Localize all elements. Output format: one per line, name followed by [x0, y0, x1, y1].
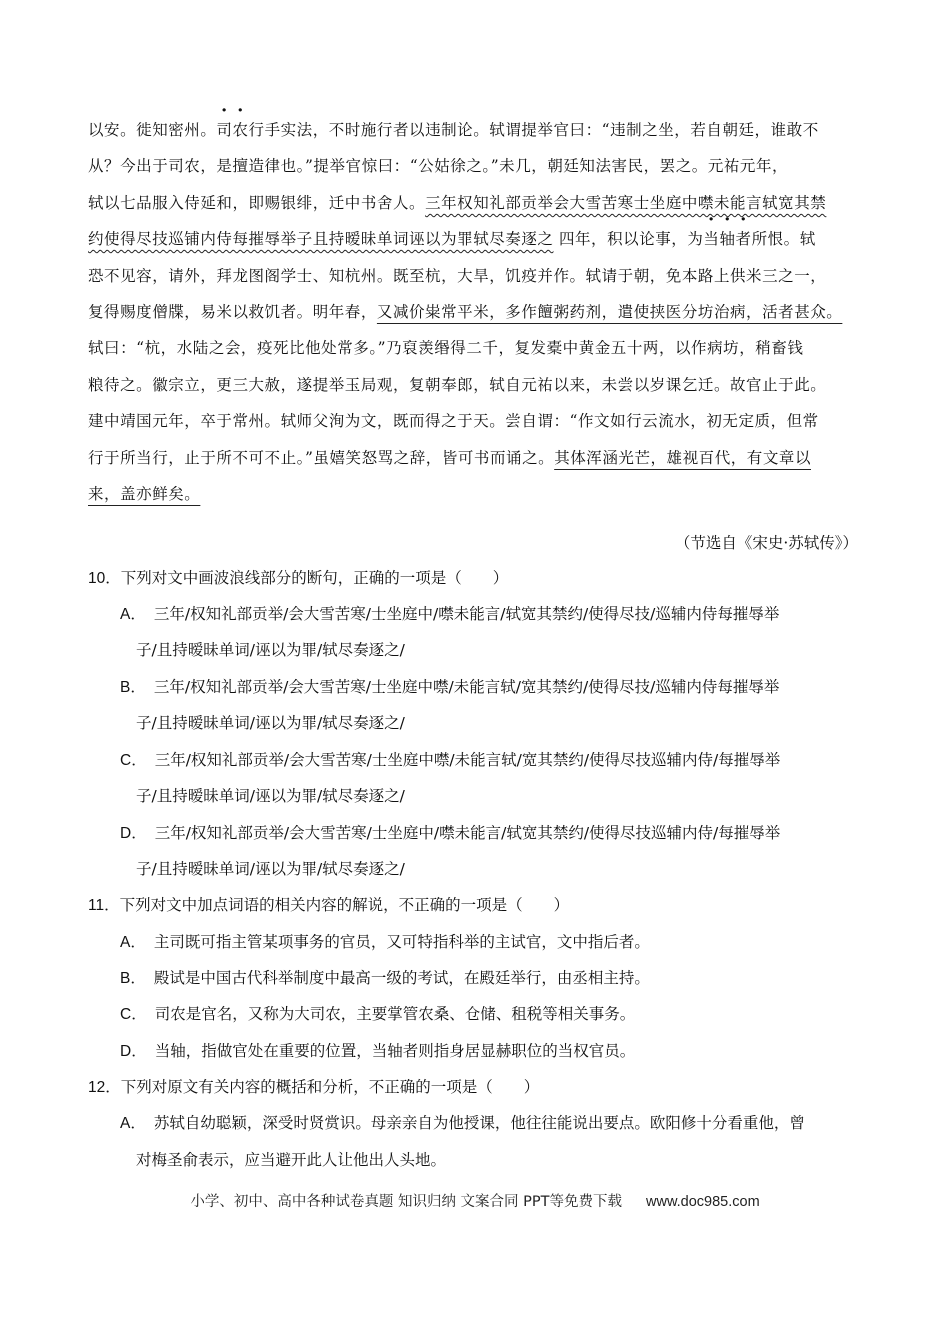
question-10-stem: 10．下列对文中画波浪线部分的断句，正确的一项是（ ）	[88, 569, 509, 587]
emphasis-dot-char: 轴	[719, 230, 736, 249]
footer-url: www.doc985.com	[646, 1194, 760, 1210]
wavy-underlined-text: 三年权知礼部贡举会大雪苦寒士坐庭中噤未能言轼宽其禁	[425, 193, 827, 212]
passage-line: 约使得尽技巡铺内侍每摧辱举子且持暧昧单词诬以为罪轼尽奏逐之 四年，积以论事，为当轴者所恨。轼	[88, 230, 816, 249]
q10-option-d-cont: 子/且持暧昧单词/诬以为罪/轼尽奏逐之/	[136, 860, 405, 878]
q10-option-a-cont: 子/且持暧昧单词/诬以为罪/轼尽奏逐之/	[136, 641, 405, 659]
q11-option-b: B． 殿试是中国古代科举制度中最高一级的考试，在殿廷举行，由丞相主持。	[120, 969, 650, 987]
q10-option-c-cont: 子/且持暧昧单词/诬以为罪/轼尽奏逐之/	[136, 787, 405, 805]
q10-option-b-cont: 子/且持暧昧单词/诬以为罪/轼尽奏逐之/	[136, 714, 405, 732]
passage-line: 恐不见容，请外，拜龙图阁学士、知杭州。既至杭，大旱，饥疫并作。轼请于朝，免本路上供米三之一，	[88, 266, 827, 285]
question-12-stem: 12．下列对原文有关内容的概括和分析，不正确的一项是（ ）	[88, 1078, 540, 1096]
emphasis-dot-char: 者	[735, 230, 752, 249]
passage-line: 粮待之。徽宗立，更三大赦，遂提举玉局观，复朝奉郎，轼自元祐以来，未尝以岁课乞迁。故官止于此。	[88, 375, 827, 394]
passage-line: 轼曰：“杭，水陆之会，疫死比他处常多。”乃裒羡缗得二千，复发橐中黄金五十两，以作病坊，稍畜钱	[88, 339, 804, 358]
q12-option-a: A． 苏轼自幼聪颖，深受时贤赏识。母亲亲自为他授课，他往往能说出要点。欧阳修十分看重他，曾	[120, 1114, 805, 1132]
q10-option-c: C． 三年/权知礼部贡举/会大雪苦寒/士坐庭中噤/未能言轼/宽其禁约/使得尽技巡辅内侍/每摧辱举	[120, 751, 781, 769]
underlined-text: 又减价粜常平米，多作饘粥药剂，遣使挟医分坊治病，活者甚众。	[376, 302, 843, 321]
q11-option-a: A． 主司既可指主管某项事务的官员，又可特指科举的主试官，文中指后者。	[120, 933, 650, 951]
passage-line: 从？今出于司农，是擅造律也。”提举官惊曰：“公姑徐之。”未几，朝廷知法害民，罢之。元祐元年，	[88, 157, 789, 176]
emphasis-dot-char: 司	[216, 121, 233, 139]
underlined-text: 来，盖亦鲜矣。	[88, 484, 201, 503]
q12-option-a-cont: 对梅圣俞表示，应当避开此人让他出人头地。	[136, 1151, 447, 1169]
q10-option-d: D． 三年/权知礼部贡举/会大雪苦寒/士坐庭中/噤未能言/轼宽其禁约/使得尽技巡辅内侍/每摧辱举	[120, 824, 781, 842]
q11-option-d: D． 当轴，指做官处在重要的位置，当轴者则指身居显赫职位的当权官员。	[120, 1042, 636, 1060]
passage-line: 轼以七品服入侍延和，即赐银绯，迁中书舍人。三年权知礼部贡举会大雪苦寒士坐庭中噤未能言轼宽其禁	[88, 193, 827, 212]
emphasis-dot-char: 农	[232, 121, 249, 139]
passage-line: 复得赐度僧牒，易米以救饥者。明年春，又减价粜常平米，多作饘粥药剂，遣使挟医分坊治病，活者甚众。	[88, 302, 843, 321]
page-footer: 小学、初中、高中各种试卷真题 知识归纳 文案合同 PPT等免费下载 www.doc985.com	[190, 1194, 760, 1210]
wavy-underlined-text: 约使得尽技巡铺内侍每摧辱举子且持暧昧单词诬以为罪轼尽奏逐之	[88, 230, 554, 249]
q10-option-b: B． 三年/权知礼部贡举/会大雪苦寒/士坐庭中噤/未能言轼/宽其禁约/使得尽技/巡辅内侍每摧辱举	[120, 678, 780, 696]
passage-line: 行于所当行，止于所不可不止。”虽嬉笑怒骂之辞，皆可书而诵之。其体浑涵光芒，雄视百代，有文章以	[88, 448, 811, 467]
passage-line: 以安。徙知密州。司农行手实法，不时施行者以违制论。轼谓提举官曰：“违制之坐，若自朝廷，谁敢不	[88, 121, 819, 139]
classical-passage	[88, 112, 860, 512]
passage-line	[88, 476, 860, 512]
q10-option-a: A． 三年/权知礼部贡举/会大雪苦寒/士坐庭中/噤未能言/轼宽其禁约/使得尽技/巡辅内侍每摧辱举	[120, 605, 780, 623]
emphasis-dot-char: 当	[703, 230, 720, 249]
q11-option-c: C． 司农是官名，又称为大司农，主要掌管农桑、仓储、租税等相关事务。	[120, 1005, 636, 1023]
underlined-text: 其体浑涵光芒，雄视百代，有文章以	[554, 448, 811, 467]
passage-line: 建中靖国元年，卒于常州。轼师父洵为文，既而得之于天。尝自谓：“作文如行云流水，初无定质，但常	[88, 412, 819, 431]
question-11-stem: 11．下列对文中加点词语的相关内容的解说，不正确的一项是（ ）	[88, 896, 570, 914]
passage-source: （节选自《宋史·苏轼传》）	[674, 534, 858, 552]
